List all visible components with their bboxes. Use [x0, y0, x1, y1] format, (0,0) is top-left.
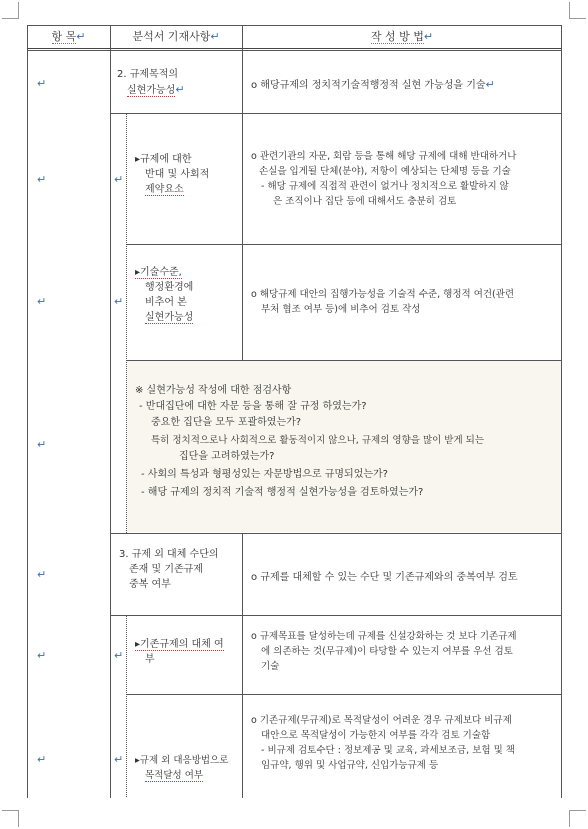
alternative-method — [251, 713, 561, 773]
return-mark-icon: ↵ — [76, 30, 86, 43]
existing-reg-item — [135, 637, 239, 667]
existing-reg-method — [251, 629, 561, 674]
row-2-item-line: 2. 규제목적의 — [117, 69, 179, 80]
checklist-line: 집단을 고려하였는가? — [179, 451, 275, 462]
return-mark-icon: ↵ — [114, 753, 124, 766]
return-mark-icon: ↵ — [423, 30, 434, 43]
return-mark-icon: ↵ — [37, 77, 47, 90]
header-method-label: 작 성 방 법 — [370, 30, 424, 43]
return-mark-icon: ↵ — [114, 173, 124, 186]
feasibility-item-line: 실현가능성 — [145, 312, 194, 323]
alternative-method-line: o 기존규제(무규제)로 목적달성이 어려운 경우 규제보다 비규제 — [251, 715, 512, 726]
alternative-method-line: - 비규제 검토수단 : 정보제공 및 교육, 과세보조금, 보험 및 책 — [261, 745, 515, 756]
return-mark-icon: ↵ — [37, 438, 47, 451]
col-divider-1 — [110, 25, 111, 798]
existing-reg-method-line: 에 의존하는 것(무규제)이 타당할 수 있는지 여부를 우선 검토 — [261, 646, 513, 657]
feasibility-method-line: o 해당규제 대안의 집행가능성을 기술적 수준, 행정적 여건(관련 — [251, 289, 515, 300]
row-divider — [110, 615, 562, 616]
row-3-method-text: o 규제를 대체할 수 있는 수단 및 기존규제와의 중복여부 검토 — [251, 572, 518, 583]
feasibility-item-line: ▸기술수준, — [135, 267, 182, 278]
row-divider — [110, 113, 562, 114]
feasibility-item — [135, 265, 239, 325]
row-2-method-text: o 해당규제의 정치적기술적행정적 실현 가능성을 기술 — [251, 80, 486, 91]
alternative-method-line: 대안으로 목적달성이 가능한지 여부를 각각 검토 기술함 — [261, 730, 491, 741]
existing-reg-method-line: 기술 — [261, 661, 280, 672]
row-divider — [126, 244, 562, 245]
opposition-item-line: 제약요소 — [145, 184, 184, 195]
return-mark-icon: ↵ — [37, 568, 47, 581]
opposition-item-line: 반대 및 사회적 — [145, 169, 210, 180]
row-divider — [126, 694, 562, 695]
row-2-item — [117, 67, 237, 98]
header-divider-double — [27, 50, 562, 51]
checklist-line: 특히 정치적으로나 사회적으로 활동적이지 않으나, 규제의 영향을 많이 받게 되는 — [151, 435, 485, 446]
header-analysis-label: 분석서 기재사항 — [132, 30, 211, 43]
crop-mark-bottom-left — [2, 810, 19, 827]
return-mark-icon: ↵ — [37, 173, 47, 186]
opposition-method-line: o 관련기관의 자문, 회람 등을 통해 해당 규제에 대해 반대하거나 — [251, 151, 517, 162]
opposition-method-line: - 해당 규제에 직접적 관련이 없거나 정치적으로 활발하지 않 — [261, 181, 509, 192]
checklist-line: - 반대집단에 대한 자문 등을 통해 잘 규정 하였는가? — [139, 401, 367, 412]
return-mark-icon: ↵ — [37, 753, 47, 766]
header-item — [27, 25, 110, 48]
return-mark-icon: ↵ — [37, 649, 47, 662]
return-mark-icon: ↵ — [114, 295, 124, 308]
return-mark-icon: ↵ — [210, 30, 220, 43]
col-divider-2b — [242, 533, 243, 798]
feasibility-method-line: 부처 협조 여부 등)에 비추어 검토 작성 — [261, 304, 421, 315]
row-2-method — [251, 77, 556, 93]
row-3-item-line: 3. 규제 외 대체 수단의 — [119, 549, 219, 560]
return-mark-icon: ↵ — [114, 649, 124, 662]
row-3-item-line: 존재 및 기존규제 — [129, 564, 203, 575]
alternative-item-line: ▸규제 외 대응방법으로 — [135, 755, 229, 766]
alternative-item-line: 목적달성 여부 — [145, 770, 204, 781]
opposition-item-line: ▸규제에 대한 — [135, 154, 192, 165]
checklist-title: ※ 실현가능성 작성에 대한 점검사항 — [135, 385, 292, 396]
alternative-item — [135, 753, 239, 783]
header-method — [242, 25, 562, 48]
document-table — [27, 25, 562, 798]
header-item-label: 항 목 — [51, 30, 77, 43]
return-mark-icon: ↵ — [37, 295, 47, 308]
return-mark-icon: ↵ — [175, 83, 185, 96]
return-mark-icon: ↵ — [485, 78, 495, 91]
existing-reg-item-line: ▸기존규제의 대체 여 — [135, 639, 224, 650]
crop-mark-top-right — [569, 2, 586, 19]
feasibility-item-line: 비추어 본 — [145, 297, 187, 308]
opposition-method — [251, 149, 561, 209]
row-3-item — [119, 547, 241, 592]
checklist-line: - 사회의 특성과 형평성있는 자문방법으로 규명되었는가? — [141, 469, 388, 480]
crop-mark-top-left — [2, 2, 19, 19]
feasibility-method — [251, 287, 561, 317]
header-divider — [27, 48, 562, 49]
sub-col-divider-2 — [126, 615, 127, 798]
alternative-method-line: 임규약, 행위 및 사업규약, 신입가능규제 등 — [261, 760, 439, 771]
opposition-item — [135, 152, 239, 197]
col-divider-2 — [242, 25, 243, 360]
opposition-method-line: 손실을 입게될 단체(분야), 저항이 예상되는 단체명 등을 기술 — [259, 166, 511, 177]
checklist-line: - 해당 규제의 정치적 기술적 행정적 실현가능성을 검토하였는가? — [141, 487, 424, 498]
existing-reg-method-line: o 규제목표를 달성하는데 규제를 신설강화하는 것 보다 기존규제 — [251, 631, 517, 642]
crop-mark-bottom-right — [569, 810, 586, 827]
row-2-item-line: 실현가능성 — [127, 85, 176, 96]
row-3-item-line: 중복 여부 — [129, 579, 171, 590]
header-analysis — [110, 25, 242, 48]
row-divider — [110, 533, 562, 534]
existing-reg-item-line: 부 — [145, 654, 155, 665]
row-3-method — [251, 570, 561, 585]
opposition-method-line: 은 조직이나 집단 등에 대해서도 충분히 검토 — [273, 196, 457, 207]
checklist-line: 중요한 집단을 모두 포괄하였는가? — [151, 417, 302, 428]
feasibility-item-line: 행정환경에 — [145, 282, 194, 293]
